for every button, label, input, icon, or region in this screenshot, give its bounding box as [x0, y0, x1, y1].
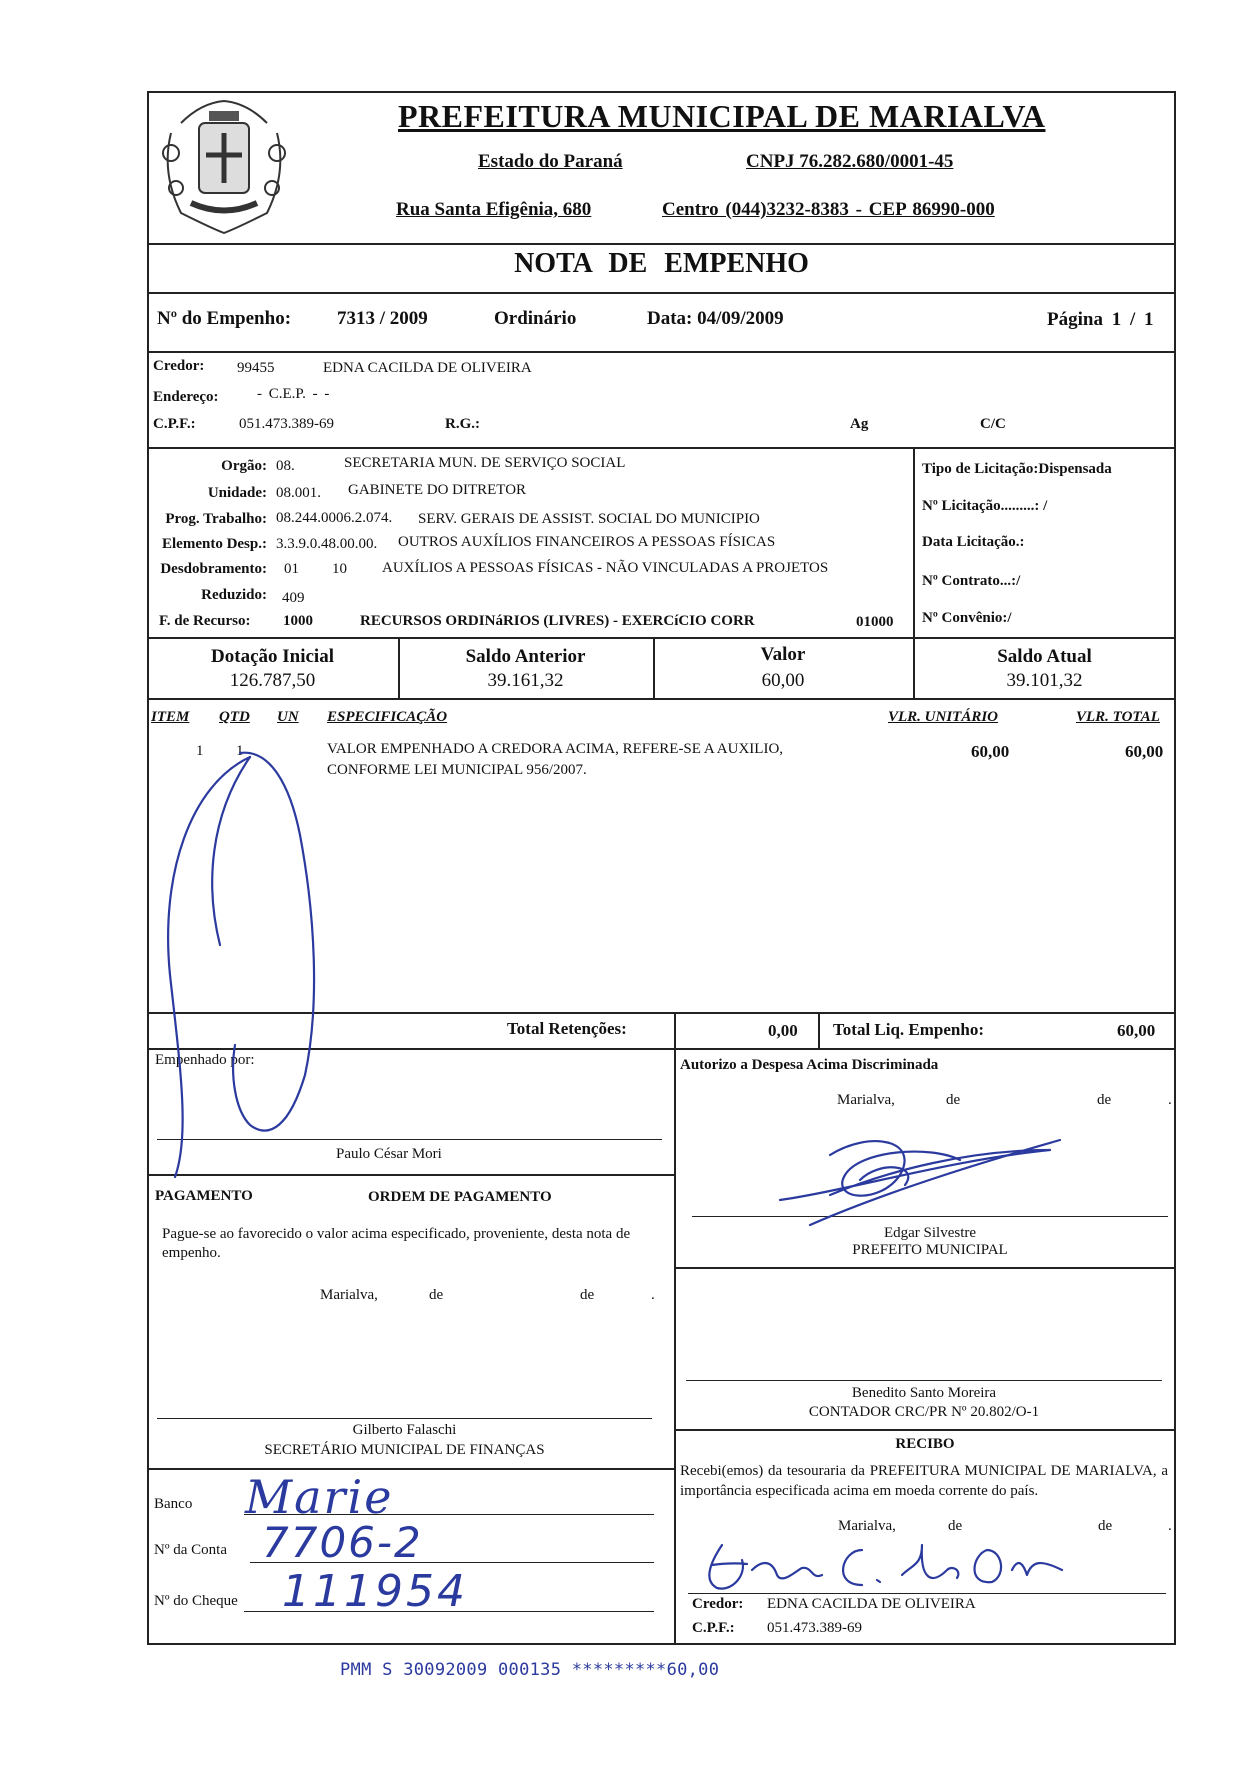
licitacao-tipo: Tipo de Licitação:Dispensada: [922, 461, 1112, 477]
desd-name: AUXÍLIOS A PESSOAS FÍSICAS - NÃO VINCULADAS A PROJETOS: [382, 560, 829, 576]
empenho-date: Data: 04/09/2009: [647, 308, 784, 329]
recibo-signature: [702, 1530, 1072, 1600]
conta-handwritten: 7706-2: [262, 1518, 423, 1567]
recibo-credor-label: Credor:: [692, 1596, 744, 1612]
recibo-de-1: de: [948, 1518, 963, 1534]
header-address: Centro (044)3232-8383 - CEP 86990-000: [662, 199, 995, 220]
cheque-handwritten: 111954: [282, 1566, 468, 1617]
pagamento-label: PAGAMENTO: [155, 1188, 253, 1204]
fonte-label: F. de Recurso:: [159, 613, 251, 629]
credor-name: EDNA CACILDA DE OLIVEIRA: [323, 360, 532, 376]
conta-label: Nº da Conta: [154, 1542, 227, 1558]
autorizo-label: Autorizo a Despesa Acima Discriminada: [680, 1057, 939, 1073]
header-state: Estado do Paraná: [478, 151, 623, 172]
recibo-city: Marialva,: [838, 1518, 896, 1534]
endereco-value: - C.E.P. - -: [257, 386, 330, 402]
recibo-title: RECIBO: [895, 1436, 955, 1452]
empenhado-signature: [150, 745, 470, 1185]
licitacao-numero: Nº Licitação.........: /: [922, 498, 1048, 514]
item-row-item: 1: [196, 743, 204, 759]
banco-handwritten: Marie: [245, 1470, 394, 1524]
credor-code: 99455: [237, 360, 275, 376]
item-row-espec-1: VALOR EMPENHADO A CREDORA ACIMA, REFERE-SE A AUXILIO,: [327, 741, 784, 757]
elem-label: Elemento Desp.:: [162, 536, 267, 552]
desd-label: Desdobramento:: [160, 561, 267, 577]
recibo-credor-name: EDNA CACILDA DE OLIVEIRA: [767, 1596, 976, 1612]
fonte-name: RECURSOS ORDINáRIOS (LIVRES) - EXERCíCIO CORR: [360, 613, 755, 629]
rg-label: R.G.:: [445, 416, 480, 432]
col-header-vlr-unit: VLR. UNITÁRIO: [888, 709, 999, 725]
endereco-label: Endereço:: [153, 389, 219, 405]
fonte-code: 1000: [283, 613, 313, 629]
item-row-vlr-total: 60,00: [1125, 742, 1164, 761]
pagamento-city: Marialva,: [320, 1287, 378, 1303]
prog-code: 08.244.0006.2.074.: [276, 510, 393, 526]
autorizo-de-2: de: [1097, 1092, 1112, 1108]
ordem-pagamento-label: ORDEM DE PAGAMENTO: [368, 1189, 552, 1205]
recibo-cpf-value: 051.473.389-69: [767, 1620, 862, 1636]
orgao-name: SECRETARIA MUN. DE SERVIÇO SOCIAL: [344, 455, 626, 471]
fonte-num: 01000: [856, 614, 894, 630]
dotacao-label: Dotação Inicial: [211, 646, 334, 667]
licitacao-contrato: Nº Contrato...:/: [922, 573, 1021, 589]
header-cnpj: CNPJ 76.282.680/0001-45: [746, 151, 954, 172]
contador-title: CONTADOR CRC/PR Nº 20.802/O-1: [808, 1404, 1040, 1420]
licitacao-data: Data Licitação.:: [922, 534, 1025, 550]
pagamento-de-2: de: [580, 1287, 595, 1303]
pague-text: Pague-se ao favorecido o valor acima especificado, proveniente, desta nota de empenho.: [162, 1226, 631, 1261]
item-row-qtd: 1: [236, 743, 244, 759]
col-header-qtd: QTD: [219, 709, 250, 725]
pagamento-de-1: de: [429, 1287, 444, 1303]
orgao-code: 08.: [276, 458, 295, 474]
saldo-anterior-label: Saldo Anterior: [465, 646, 586, 667]
recibo-cpf-label: C.P.F.:: [692, 1620, 735, 1636]
empenhado-label: Empenhado por:: [155, 1052, 255, 1068]
cheque-label: Nº do Cheque: [154, 1593, 238, 1609]
saldo-atual-label: Saldo Atual: [997, 646, 1092, 667]
unidade-name: GABINETE DO DITRETOR: [348, 482, 527, 498]
pagamento-dot: .: [651, 1287, 655, 1303]
col-header-un: UN: [277, 709, 299, 725]
autorizo-de-1: de: [946, 1092, 961, 1108]
saldo-atual-value: 39.101,32: [1006, 670, 1083, 691]
elem-code: 3.3.9.0.48.00.00.: [276, 536, 378, 552]
item-row-espec-2: CONFORME LEI MUNICIPAL 956/2007.: [327, 762, 587, 778]
desd-code1: 01: [284, 561, 299, 577]
cc-label: C/C: [980, 416, 1006, 432]
dotacao-value: 126.787,50: [229, 670, 316, 691]
desd-code2: 10: [332, 561, 347, 577]
recibo-de-2: de: [1098, 1518, 1113, 1534]
prefeito-title: PREFEITO MUNICIPAL: [852, 1242, 1008, 1258]
total-retencoes-value: 0,00: [768, 1021, 798, 1040]
unidade-label: Unidade:: [207, 485, 267, 501]
secretario-title: SECRETÁRIO MUNICIPAL DE FINANÇAS: [264, 1442, 545, 1458]
valor-label: Valor: [760, 644, 806, 665]
col-header-vlr-total: VLR. TOTAL: [1076, 709, 1160, 725]
col-header-espec: ESPECIFICAÇÃO: [327, 709, 448, 725]
header-street: Rua Santa Efigênia, 680: [396, 199, 592, 220]
doc-title: NOTA DE EMPENHO: [514, 248, 809, 279]
banco-label: Banco: [154, 1496, 193, 1512]
autorizo-city: Marialva,: [837, 1092, 895, 1108]
coat-of-arms-logo: [151, 93, 297, 240]
empenho-page: Página 1 / 1: [1047, 309, 1154, 330]
empenho-label: Nº do Empenho:: [157, 308, 292, 329]
total-retencoes-label: Total Retenções:: [507, 1019, 627, 1038]
contador-name: Benedito Santo Moreira: [851, 1385, 997, 1401]
ag-label: Ag: [850, 416, 869, 432]
prefeito-signature: [770, 1120, 1070, 1230]
reduzido-code: 409: [282, 590, 305, 606]
empenhado-name: Paulo César Mori: [336, 1146, 442, 1162]
orgao-label: Orgão:: [221, 458, 267, 474]
credor-label: Credor:: [153, 358, 205, 374]
elem-name: OUTROS AUXÍLIOS FINANCEIROS A PESSOAS FÍSICAS: [398, 534, 776, 550]
item-row-vlr-unit: 60,00: [971, 742, 1010, 761]
prog-name: SERV. GERAIS DE ASSIST. SOCIAL DO MUNICIPIO: [418, 511, 760, 527]
cpf-value: 051.473.389-69: [239, 416, 334, 432]
prefeito-name: Edgar Silvestre: [883, 1225, 977, 1241]
cpf-label: C.P.F.:: [153, 416, 196, 432]
empenho-number: 7313 / 2009: [337, 308, 428, 329]
licitacao-convenio: Nº Convênio:/: [922, 610, 1012, 626]
recibo-text: Recebi(emos) da tesouraria da PREFEITURA MUNICIPAL DE MARIALVA, a importância especificada acima em moeda corrente do país.: [680, 1463, 1168, 1499]
reduzido-label: Reduzido:: [201, 587, 267, 603]
recibo-dot: .: [1168, 1518, 1172, 1534]
unidade-code: 08.001.: [276, 485, 321, 501]
secretario-name: Gilberto Falaschi: [352, 1422, 457, 1438]
valor-value: 60,00: [761, 670, 805, 691]
col-header-item: ITEM: [151, 709, 190, 725]
saldo-anterior-value: 39.161,32: [487, 670, 564, 691]
autorizo-dot: .: [1168, 1092, 1172, 1108]
payment-stamp: PMM S 30092009 000135 *********60,00: [340, 1660, 720, 1680]
empenho-type: Ordinário: [494, 308, 577, 329]
prog-label: Prog. Trabalho:: [165, 511, 267, 527]
total-liq-label: Total Liq. Empenho:: [833, 1020, 984, 1039]
header-title: PREFEITURA MUNICIPAL DE MARIALVA: [398, 98, 1046, 134]
total-liq-value: 60,00: [1117, 1021, 1156, 1040]
